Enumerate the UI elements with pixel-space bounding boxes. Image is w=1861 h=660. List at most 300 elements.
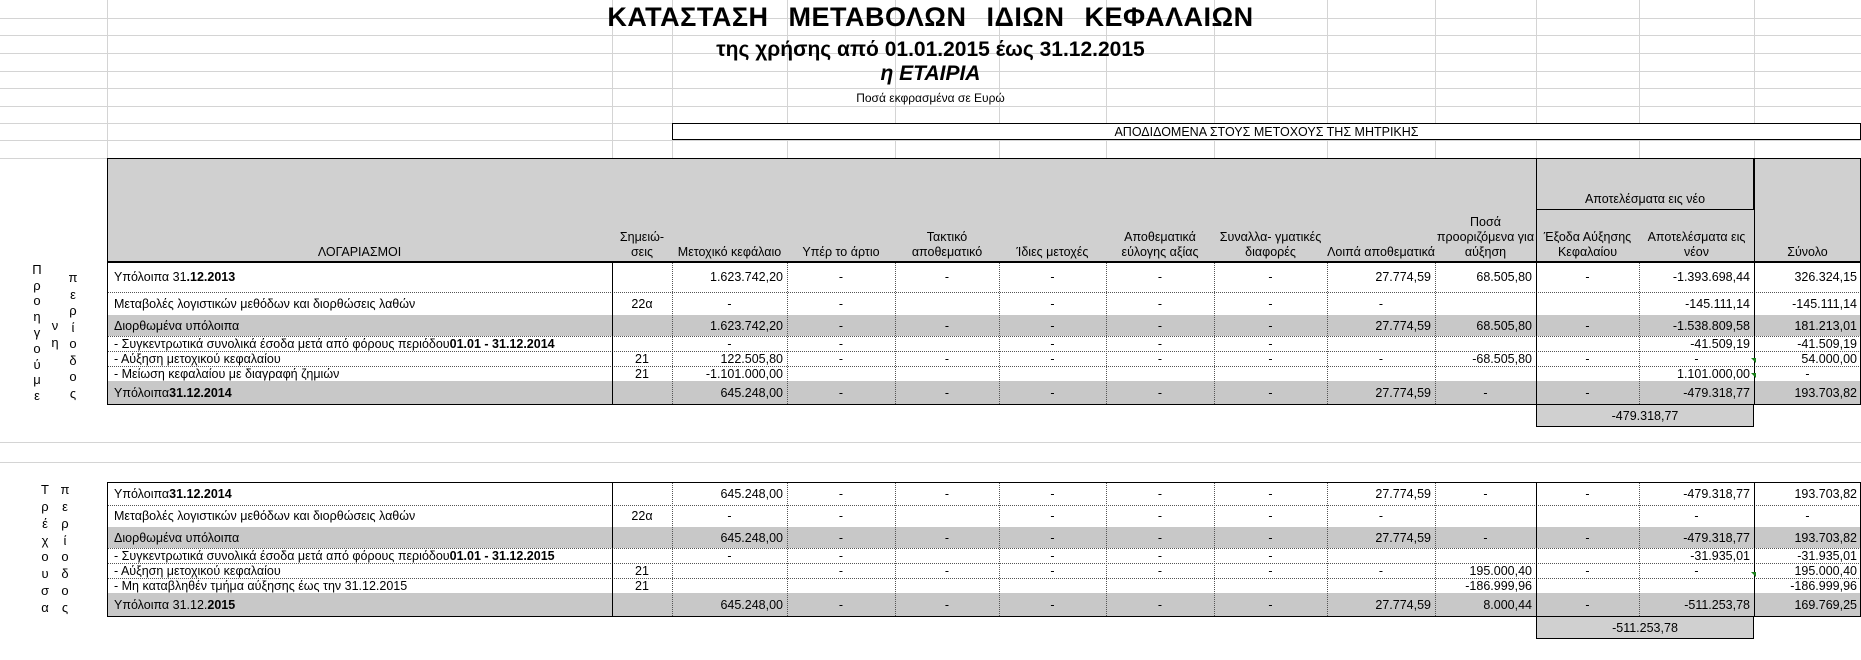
cell-for-increase: -	[1483, 486, 1488, 501]
column-divider	[999, 262, 1000, 404]
row-label-text: Μεταβολές λογιστικών μεθόδων και διορθώσεις λαθών	[114, 509, 416, 523]
row-note: 21	[635, 563, 649, 578]
row-label-text: - Μη καταβληθέν τμήμα αύξησης έως την 31.12.2015	[114, 578, 408, 593]
period-side-letter: ο	[61, 549, 69, 565]
row-note: 21	[635, 366, 649, 381]
cell-statutory-reserve: -	[944, 351, 950, 366]
cell-other-reserves: -	[1378, 351, 1384, 366]
header-total: Σύνολο	[1787, 245, 1828, 259]
header-other-reserves: Λοιπά αποθεματικά	[1327, 245, 1435, 259]
cell-statutory-reserve	[895, 366, 999, 381]
column-divider	[895, 262, 896, 404]
cell-retained: -479.318,77	[1683, 486, 1750, 501]
cell-treasury: -	[1050, 548, 1055, 563]
period-side-letter: ο	[61, 582, 69, 598]
table-row	[0, 315, 1861, 336]
cell-other-reserves	[1327, 548, 1435, 563]
cell-retained: -479.318,77	[1683, 530, 1750, 545]
cell-other-reserves: 27.774,59	[1375, 270, 1431, 284]
row-note	[612, 548, 672, 563]
table-row	[0, 262, 1861, 292]
header-share-capital: Μετοχικό κεφάλαιο	[677, 245, 782, 259]
period-side-letter: η	[51, 334, 59, 350]
table-row	[0, 578, 1861, 593]
period-side-letter: ί	[71, 319, 75, 335]
table-row	[0, 563, 1861, 578]
cell-fx: -	[1268, 486, 1273, 501]
period-side-letter: χ	[41, 532, 49, 548]
cell-for-increase: 195.000,40	[1469, 563, 1532, 578]
cell-share-capital	[672, 563, 787, 578]
cell-statutory-reserve	[895, 578, 999, 593]
cell-share-premium: -	[838, 385, 844, 400]
cell-treasury	[999, 578, 1106, 593]
row-label-text: Υπόλοιπα 31	[114, 270, 187, 284]
column-divider	[1754, 262, 1755, 404]
cell-total: 169.769,25	[1794, 597, 1857, 612]
period-side-letter: η	[33, 309, 41, 325]
cell-other-reserves	[1327, 578, 1435, 593]
cell-share-capital: 1.623.742,20	[710, 318, 783, 333]
cell-share-premium: -	[838, 270, 844, 284]
period-side-letter: δ	[61, 566, 69, 582]
cell-fx: -	[1268, 509, 1273, 523]
row-label	[110, 527, 610, 548]
cell-fair-value: -	[1157, 486, 1163, 501]
cell-fx: -	[1268, 318, 1273, 333]
row-label	[110, 593, 610, 616]
header-retained: Αποτελέσματα εις νέον	[1647, 230, 1746, 259]
cell-fair-value: -	[1157, 318, 1163, 333]
cell-fair-value: -	[1157, 548, 1163, 563]
period-side-letter: έ	[42, 515, 48, 531]
row-label-text: Υπόλοιπα 31.12.	[114, 597, 208, 612]
row-label	[110, 381, 610, 404]
cell-marker-icon	[1751, 358, 1756, 363]
cell-other-reserves	[1327, 336, 1435, 351]
period-side-letter: ί	[63, 532, 67, 548]
cell-fx: -	[1268, 597, 1273, 612]
cell-increase-expenses: -	[1585, 351, 1590, 366]
cell-increase-expenses	[1536, 292, 1639, 315]
cell-statutory-reserve: -	[944, 530, 950, 545]
cell-share-premium	[787, 366, 895, 381]
cell-for-increase	[1435, 505, 1536, 527]
cell-total: 326.324,15	[1794, 270, 1857, 284]
cell-retained: -41.509,19	[1690, 336, 1750, 351]
cell-for-increase: -	[1483, 530, 1488, 545]
column-divider	[1754, 482, 1755, 616]
retained-subtotal: -511.253,78	[1536, 616, 1754, 639]
cell-increase-expenses: -	[1585, 563, 1590, 578]
cell-share-capital: 645.248,00	[720, 597, 783, 612]
cell-treasury: -	[1050, 336, 1055, 351]
cell-other-reserves: 27.774,59	[1375, 597, 1431, 612]
cell-share-capital: -	[727, 509, 732, 523]
period-side-letter: α	[41, 599, 49, 615]
attributable-banner: ΑΠΟΔΙΔΟΜΕΝΑ ΣΤΟΥΣ ΜΕΤΟΧΟΥΣ ΤΗΣ ΜΗΤΡΙΚΗΣ	[672, 123, 1861, 140]
cell-other-reserves: 27.774,59	[1375, 318, 1431, 333]
cell-increase-expenses	[1536, 505, 1639, 527]
cell-share-capital: 1.623.742,20	[710, 270, 783, 284]
cell-share-capital: -	[727, 548, 732, 563]
sheet-gridline	[0, 462, 1861, 463]
row-label	[110, 505, 610, 527]
cell-for-increase	[1435, 336, 1536, 351]
header-treasury: Ίδιες μετοχές	[1016, 245, 1089, 259]
cell-share-premium: -	[838, 530, 844, 545]
header-statutory-reserve: Τακτικό αποθεματικό	[911, 230, 983, 259]
row-label-text: - Συγκεντρωτικά συνολικά έσοδα μετά από φόρους περιόδου	[114, 548, 450, 563]
cell-increase-expenses: -	[1585, 385, 1590, 400]
row-label	[110, 351, 610, 366]
column-divider	[1214, 262, 1215, 404]
cell-share-premium: -	[838, 296, 844, 311]
row-label-text: Διορθωμένα υπόλοιπα	[114, 530, 240, 545]
cell-share-capital: -	[727, 336, 732, 351]
currency-note: Ποσά εκφρασμένα σε Ευρώ	[856, 91, 1005, 105]
cell-share-premium: -	[838, 486, 844, 501]
cell-fx	[1214, 578, 1327, 593]
cell-marker-icon	[1751, 572, 1756, 577]
column-divider	[1327, 482, 1328, 616]
cell-total: -186.999,96	[1790, 578, 1857, 593]
cell-increase-expenses	[1536, 548, 1639, 563]
period-side-letter: π	[60, 482, 70, 498]
cell-other-reserves: 27.774,59	[1375, 385, 1431, 400]
row-note	[612, 527, 672, 548]
report-period: της χρήσης από 01.01.2015 έως 31.12.2015	[716, 38, 1145, 61]
cell-statutory-reserve: -	[944, 270, 950, 284]
header-for-increase: Ποσά προοριζόμενα για αύξηση	[1436, 215, 1535, 259]
cell-treasury: -	[1050, 509, 1055, 523]
cell-share-capital	[672, 578, 787, 593]
table-row	[0, 593, 1861, 616]
column-divider	[672, 482, 673, 616]
row-label	[110, 262, 610, 292]
header-accounts: ΛΟΓΑΡΙΑΣΜΟΙ	[317, 245, 402, 259]
cell-retained: -	[1694, 351, 1699, 366]
cell-retained: -479.318,77	[1683, 385, 1750, 400]
cell-share-capital: 645.248,00	[720, 530, 783, 545]
cell-fair-value: -	[1157, 351, 1163, 366]
row-label-bold: 31.12.2014	[169, 486, 232, 501]
cell-share-capital: 645.248,00	[720, 385, 783, 400]
column-divider	[1106, 482, 1107, 616]
cell-share-premium	[787, 578, 895, 593]
column-divider	[1639, 262, 1640, 404]
row-label-bold: 01.01 - 31.12.2015	[449, 548, 555, 563]
cell-for-increase	[1435, 548, 1536, 563]
header-notes: Σημειώ-σεις	[619, 230, 665, 259]
cell-fair-value: -	[1157, 296, 1163, 311]
cell-increase-expenses: -	[1585, 530, 1590, 545]
cell-for-increase: -186.999,96	[1465, 578, 1532, 593]
retained-group-header: Αποτελέσματα εις νέο	[1584, 192, 1706, 206]
row-label-text: - Συγκεντρωτικά συνολικά έσοδα μετά από φόρους περιόδου	[114, 336, 450, 351]
cell-fair-value: -	[1157, 270, 1163, 284]
cell-total: -145.111,14	[1792, 296, 1857, 311]
company-name: η ΕΤΑΙΡΙΑ	[880, 62, 981, 85]
cell-share-capital: -1.101.000,00	[705, 366, 783, 381]
table-row	[0, 527, 1861, 548]
table-row	[0, 366, 1861, 381]
column-divider	[895, 482, 896, 616]
row-note	[612, 262, 672, 292]
cell-increase-expenses: -	[1585, 318, 1590, 333]
column-divider	[1435, 482, 1436, 616]
column-divider	[1639, 482, 1640, 616]
period-side-letter: ρ	[61, 515, 69, 531]
table-row	[0, 548, 1861, 563]
cell-treasury: -	[1050, 296, 1055, 311]
column-divider	[787, 482, 788, 616]
cell-share-premium: -	[838, 351, 844, 366]
table-row	[0, 482, 1861, 505]
row-label-bold: 31.12.2014	[169, 385, 232, 400]
period-side-letter: ο	[33, 293, 41, 309]
row-label-text: - Μείωση κεφαλαίου με διαγραφή ζημιών	[114, 366, 340, 381]
column-divider	[787, 262, 788, 404]
cell-share-capital: 122.505,80	[720, 351, 783, 366]
cell-treasury: -	[1050, 486, 1055, 501]
row-note	[612, 336, 672, 351]
header-increase-expenses: Έξοδα Αύξησης Κεφαλαίου	[1543, 230, 1632, 259]
cell-share-premium: -	[838, 318, 844, 333]
cell-other-reserves: -	[1378, 563, 1384, 578]
column-divider	[1435, 262, 1436, 404]
cell-for-increase: 8.000,44	[1483, 597, 1532, 612]
period-side-letter: ε	[70, 286, 76, 302]
cell-total: -31.935,01	[1797, 548, 1857, 563]
sheet-gridline	[0, 442, 1861, 443]
cell-fx: -	[1268, 530, 1273, 545]
row-label	[110, 548, 610, 563]
row-label	[110, 315, 610, 336]
period-side-letter: ε	[34, 388, 40, 404]
period-side-letter: ρ	[69, 303, 77, 319]
period-side-letter: μ	[33, 372, 41, 388]
cell-treasury: -	[1050, 530, 1055, 545]
period-side-letter: ς	[61, 599, 69, 615]
cell-treasury: -	[1050, 318, 1055, 333]
cell-retained: -1.393.698,44	[1672, 270, 1750, 284]
row-label	[110, 578, 610, 593]
cell-fair-value	[1106, 578, 1214, 593]
header-fx: Συναλλα- γματικές διαφορές	[1219, 230, 1322, 259]
row-note: 21	[635, 578, 649, 593]
cell-increase-expenses: -	[1585, 597, 1590, 612]
cell-total: 181.213,01	[1794, 318, 1857, 333]
row-label	[110, 366, 610, 381]
row-note: 22α	[631, 509, 653, 523]
row-label-text: - Αύξηση μετοχικού κεφαλαίου	[114, 351, 281, 366]
row-label-text: - Αύξηση μετοχικού κεφαλαίου	[114, 563, 281, 578]
cell-fx: -	[1268, 296, 1273, 311]
cell-fair-value: -	[1157, 597, 1163, 612]
row-note	[612, 482, 672, 505]
row-label-bold: .12.2013	[186, 270, 236, 284]
cell-increase-expenses	[1536, 336, 1639, 351]
header-share-premium: Υπέρ το άρτιο	[802, 245, 880, 259]
cell-for-increase	[1435, 366, 1536, 381]
cell-retained: -	[1694, 509, 1699, 523]
cell-statutory-reserve: -	[944, 318, 950, 333]
cell-total: -	[1805, 366, 1810, 381]
cell-other-reserves	[1327, 366, 1435, 381]
period-side-letter: ρ	[33, 277, 41, 293]
table-row	[0, 292, 1861, 315]
cell-total: 193.703,82	[1794, 486, 1857, 501]
column-divider	[1327, 262, 1328, 404]
cell-retained: -	[1694, 563, 1699, 578]
cell-increase-expenses: -	[1585, 486, 1590, 501]
cell-share-premium: -	[838, 509, 844, 523]
cell-increase-expenses: -	[1585, 270, 1590, 284]
cell-for-increase: 68.505,80	[1476, 318, 1532, 333]
period-side-letter: δ	[69, 352, 77, 368]
cell-total: 193.703,82	[1794, 530, 1857, 545]
row-note: 22α	[631, 296, 653, 311]
table-row	[0, 505, 1861, 527]
cell-other-reserves: 27.774,59	[1375, 530, 1431, 545]
cell-fair-value	[1106, 366, 1214, 381]
column-divider	[1106, 262, 1107, 404]
cell-total: -	[1805, 509, 1810, 523]
period-side-letter: ς	[69, 385, 77, 401]
row-label-text: Μεταβολές λογιστικών μεθόδων και διορθώσεις λαθών	[114, 296, 416, 311]
period-side-letter: ο	[69, 369, 77, 385]
row-label-text: Υπόλοιπα	[114, 486, 170, 501]
cell-other-reserves: -	[1378, 509, 1384, 523]
retained-subtotal: -479.318,77	[1536, 404, 1754, 427]
row-note	[612, 381, 672, 404]
row-label-bold: 01.01 - 31.12.2014	[449, 336, 555, 351]
column-divider	[999, 482, 1000, 616]
cell-statutory-reserve: -	[944, 385, 950, 400]
header-fair-value: Αποθεματικά εύλογης αξίας	[1121, 230, 1199, 259]
period-side-letter: ρ	[41, 499, 49, 515]
cell-treasury: -	[1050, 597, 1055, 612]
cell-total: 195.000,40	[1794, 563, 1857, 578]
period-side-letter: υ	[41, 566, 49, 582]
cell-treasury: -	[1050, 270, 1055, 284]
cell-increase-expenses	[1536, 578, 1639, 593]
cell-share-capital: -	[727, 296, 732, 311]
cell-fx: -	[1268, 548, 1273, 563]
cell-share-premium: -	[838, 336, 844, 351]
cell-other-reserves: 27.774,59	[1375, 486, 1431, 501]
column-divider	[612, 262, 613, 404]
cell-statutory-reserve: -	[944, 486, 950, 501]
column-divider	[1214, 482, 1215, 616]
cell-treasury: -	[1050, 563, 1055, 578]
cell-statutory-reserve	[895, 548, 999, 563]
period-side-letter: ο	[69, 336, 77, 352]
column-divider	[1536, 262, 1537, 404]
cell-share-premium: -	[838, 563, 844, 578]
cell-statutory-reserve: -	[944, 597, 950, 612]
report-title: ΚΑΤΑΣΤΑΣΗ ΜΕΤΑΒΟΛΩΝ ΙΔΙΩΝ ΚΕΦΑΛΑΙΩΝ	[607, 2, 1254, 32]
table-row	[0, 336, 1861, 351]
cell-total: 193.703,82	[1794, 385, 1857, 400]
cell-fair-value: -	[1157, 509, 1163, 523]
cell-fx: -	[1268, 351, 1273, 366]
period-side-letter: γ	[33, 325, 41, 340]
cell-fx: -	[1268, 563, 1273, 578]
cell-fx: -	[1268, 336, 1273, 351]
row-label-text: Υπόλοιπα	[114, 385, 170, 400]
cell-statutory-reserve	[895, 292, 999, 315]
cell-retained	[1639, 578, 1754, 593]
cell-fair-value: -	[1157, 385, 1163, 400]
row-label	[110, 563, 610, 578]
cell-for-increase: -	[1483, 385, 1488, 400]
period-side-letter: ε	[62, 499, 68, 515]
row-note: 21	[635, 351, 649, 366]
table-row	[0, 351, 1861, 366]
row-label-text: Διορθωμένα υπόλοιπα	[114, 318, 240, 333]
cell-increase-expenses	[1536, 366, 1639, 381]
cell-fx: -	[1268, 270, 1273, 284]
cell-retained: 1.101.000,00	[1677, 366, 1750, 381]
cell-fair-value: -	[1157, 530, 1163, 545]
cell-treasury: -	[1050, 385, 1055, 400]
cell-total: -41.509,19	[1797, 336, 1857, 351]
period-side-letter: ο	[33, 340, 41, 356]
cell-share-premium: -	[838, 597, 844, 612]
row-label	[110, 292, 610, 315]
cell-marker-icon	[1751, 373, 1756, 378]
cell-retained: -31.935,01	[1690, 548, 1750, 563]
cell-retained: -1.538.809,58	[1672, 318, 1750, 333]
period-side-letter: σ	[40, 582, 50, 598]
period-side-letter: ύ	[33, 356, 41, 372]
cell-for-increase: 68.505,80	[1476, 270, 1532, 284]
cell-fx	[1214, 366, 1327, 381]
cell-share-capital: 645.248,00	[720, 486, 783, 501]
column-divider	[612, 482, 613, 616]
cell-for-increase	[1435, 292, 1536, 315]
cell-retained: -145.111,14	[1685, 296, 1750, 311]
period-side-letter: Τ	[41, 482, 49, 498]
cell-treasury	[999, 366, 1106, 381]
row-label-bold: 2015	[207, 597, 236, 612]
period-side-letter: ο	[41, 549, 49, 565]
period-side-letter: π	[68, 270, 78, 286]
cell-statutory-reserve	[895, 336, 999, 351]
cell-retained: -511.253,78	[1684, 597, 1750, 612]
cell-statutory-reserve: -	[944, 563, 950, 578]
column-divider	[1536, 482, 1537, 616]
cell-for-increase: -68.505,80	[1472, 351, 1532, 366]
row-note	[612, 593, 672, 616]
cell-fair-value: -	[1157, 336, 1163, 351]
row-label	[110, 482, 610, 505]
column-divider	[672, 262, 673, 404]
row-label	[110, 336, 610, 351]
period-side-letter: ν	[51, 317, 59, 333]
cell-fx: -	[1268, 385, 1273, 400]
cell-fair-value: -	[1157, 563, 1163, 578]
cell-statutory-reserve	[895, 505, 999, 527]
row-note	[612, 315, 672, 336]
period-side-letter: Π	[32, 261, 42, 277]
cell-total: 54.000,00	[1801, 351, 1857, 366]
cell-share-premium: -	[838, 548, 844, 563]
cell-treasury: -	[1050, 351, 1055, 366]
cell-other-reserves: -	[1378, 296, 1384, 311]
